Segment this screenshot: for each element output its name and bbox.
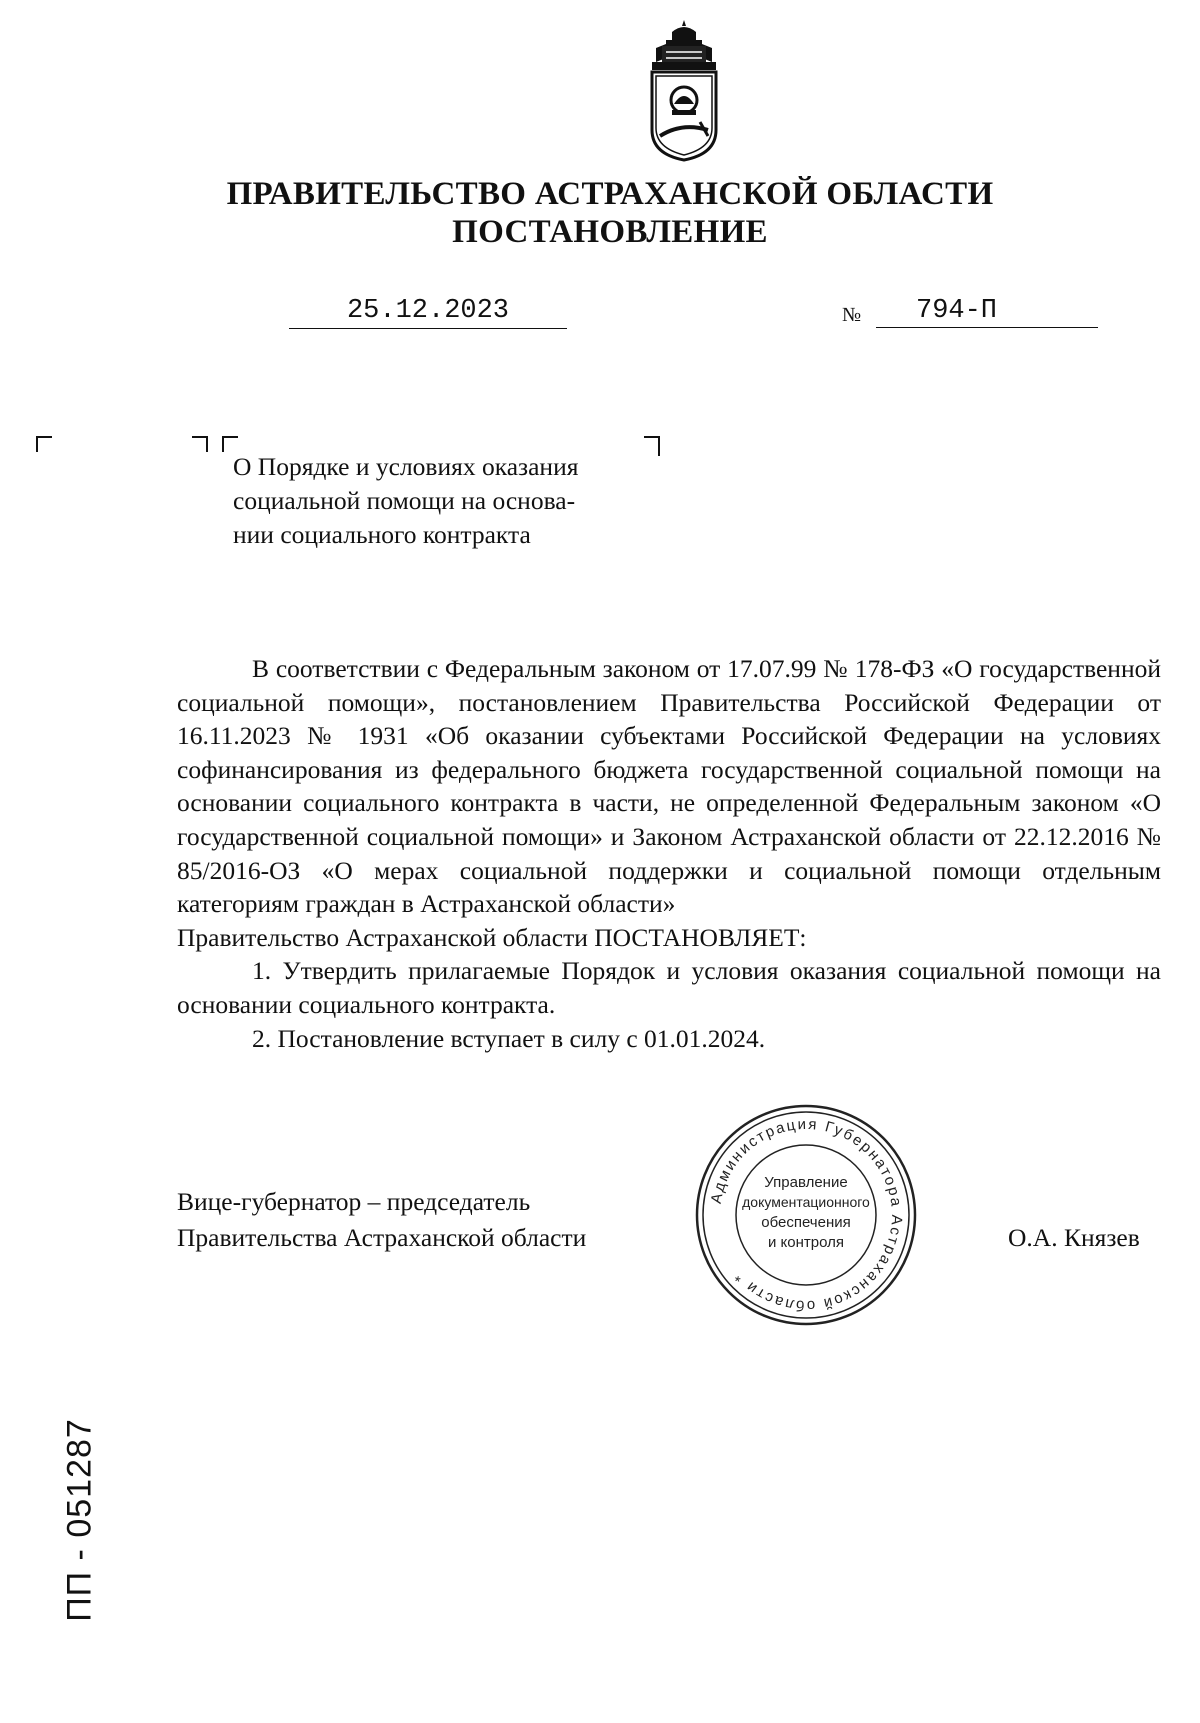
number-sign: № [842,304,862,326]
document-body [177,652,1161,1055]
preamble-paragraph: В соответствии с Федеральным законом от 17.07.99 № 178-ФЗ «О государственной социальной помощи», постановлением Правительства Российской Федерации от 16.11.2023 № 1931 «Об оказании субъектами Российской Федерации на условиях софинансирования из федерального бюджета государственной социальной помощи на основании социального контракта в части, не определенной Федеральным законом «О государственной социальной помощи» и Законом Астраханской области от 22.12.2016 № 85/2016-ОЗ «О мерах социальной поддержки и социальной помощи отдельным категориям граждан в Астраханской области» [177,654,1161,919]
signer-position [177,1184,586,1256]
subject-line: социальной помощи на основа- [233,486,576,515]
stamp-center-line: и контроля [767,1234,845,1251]
document-subject [233,450,653,552]
subject-corner-mark [192,436,208,452]
subject-line: О Порядке и условиях оказания [233,452,579,481]
stamp-ring-text: Администрация Губернатора Астраханской области * [707,1115,906,1315]
document-date: 25.12.2023 [289,294,567,329]
coat-of-arms-emblem [642,18,726,164]
stamp-center-line: документационного [742,1194,870,1210]
document-number-block [842,294,1098,330]
official-seal-stamp [694,1103,918,1327]
organization-title: ПРАВИТЕЛЬСТВО АСТРАХАНСКОЙ ОБЛАСТИ [226,176,994,212]
resolution-item: 1. Утвердить прилагаемые Порядок и условия оказания социальной помощи на основании социального контракта. [177,956,1161,1019]
signer-position-line: Правительства Астраханской области [177,1223,587,1252]
signer-name: О.А. Князев [1008,1223,1140,1252]
registration-number: ПП - 051287 [60,1418,99,1622]
document-number: 794-П [876,294,1098,328]
stamp-center-line: Управление [764,1174,848,1191]
decree-line: Правительство Астраханской области ПОСТАНОВЛЯЕТ: [177,922,807,952]
subject-line: нии социального контракта [233,520,531,549]
document-type-title: ПОСТАНОВЛЕНИЕ [452,214,768,250]
signer-position-line: Вице-губернатор – председатель [177,1187,531,1216]
stamp-center-line: обеспечения [761,1214,851,1231]
resolution-item: 2. Постановление вступает в силу с 01.01.2024. [252,1023,766,1053]
margin-corner-mark [36,436,52,452]
